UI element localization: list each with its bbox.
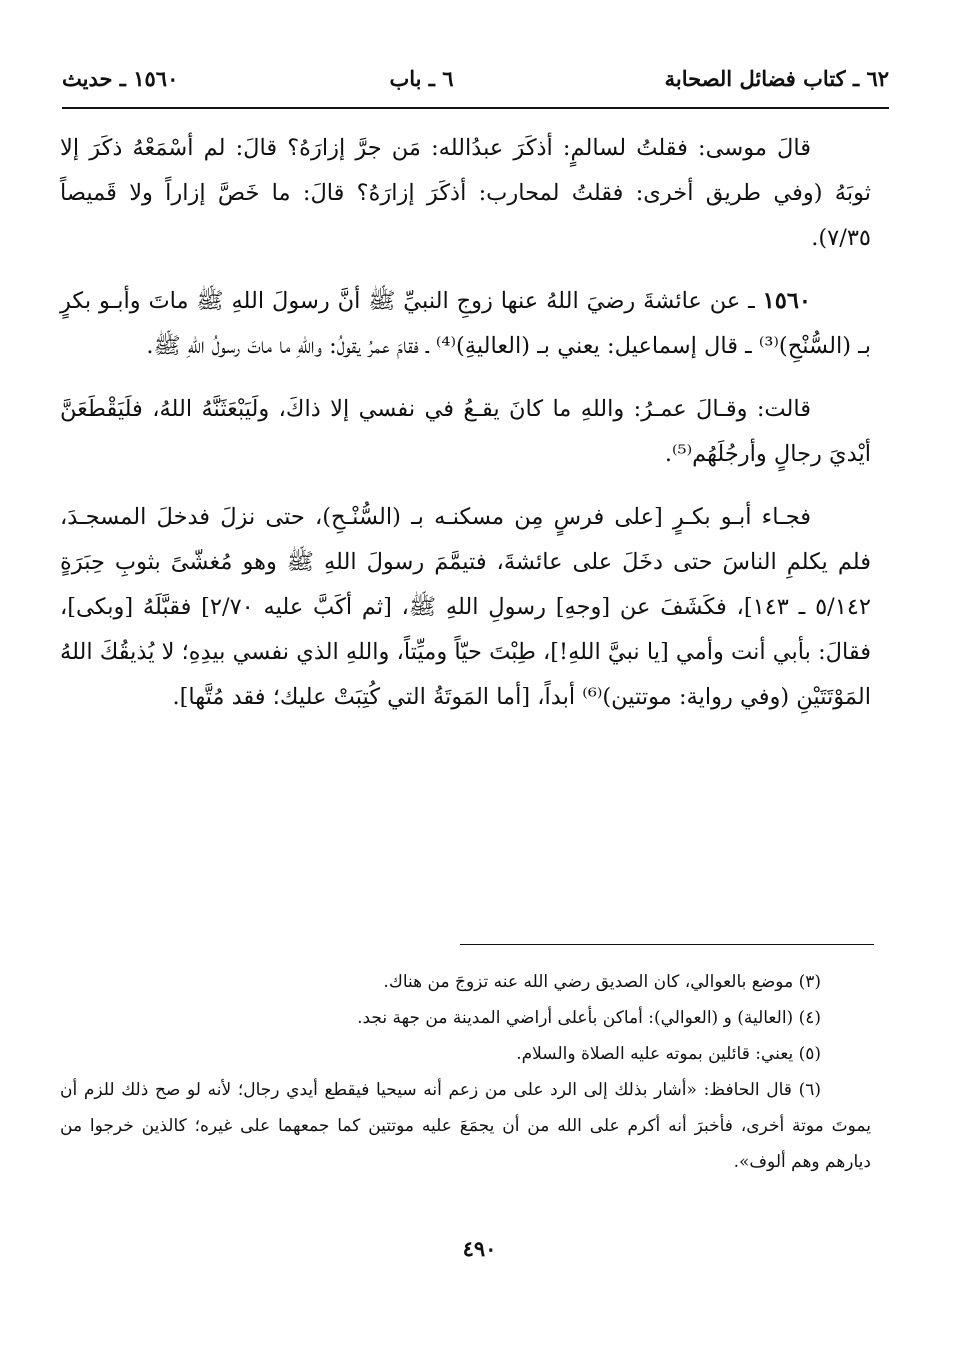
footnote-4: (٤) (العالية) و (العوالي): أماكن بأعلى أراضي المدينة من جهة نجد. [357, 1008, 821, 1028]
header-book-title: ٦٢ ـ كتاب فضائل الصحابة [664, 65, 889, 91]
hadith-text: ـ عن عائشةَ رضيَ اللهُ عنها زوجِ النبيِّ ﷺ أنَّ رسولَ اللهِ ﷺ ماتَ وأبـو بكرٍ بـ (السُّنْحِ)⁽³⁾ ـ قال إسماعيل: يعني بـ (العاليةِ)⁽⁴⁾ ـ فقامَ عمرُ يقولُ: واللهِ ما ماتَ رسولُ اللهِ ﷺ. [60, 288, 871, 359]
paragraph-umar: قالت: وقـالَ عمـرُ: واللهِ ما كانَ يقـعُ في نفسي إلا ذاكَ، ولَيَبْعَثَنَّهُ اللهُ، فلَيَقْطَعَنَّ أيْديَ رجالٍ وأرجُلَهُم⁽⁵⁾. [60, 396, 871, 467]
footnote-5: (٥) يعني: قائلين بموته عليه الصلاة والسلام. [516, 1044, 821, 1064]
paragraph-continuation: قالَ موسى: فقلتُ لسالمٍ: أذكَرَ عبدُالله: مَن جرَّ إزارَهُ؟ قالَ: لم أسْمَعْهُ ذكَرَ إلا ثوبَهُ (وفي طريق أخرى: فقلتُ لمحارب: أذكَرَ إزارَهُ؟ قالَ: ما خَصَّ إزاراً ولا قَميصاً ٧/٣٥). [60, 135, 871, 251]
footnotes [60, 964, 871, 1180]
paragraph-abu-bakr: فجـاء أبـو بكـرٍ [على فرسٍ مِن مسكنـه بـ (السُّنْـحِ)، حتى نزلَ فدخلَ المسجـدَ، فلم يكلمِ الناسَ حتى دخَلَ على عائشةَ، فتيمَّمَ رسولَ اللهِ ﷺ وهو مُغشّىً بثوبِ حِبَرَةٍ ٥/١٤٢ ـ ١٤٣]، فكَشَفَ عن [وجهِ] رسولِ اللهِ ﷺ، [ثم أكَبَّ عليه ٢/٧٠] فقبَّلَهُ [وبكى]، فقالَ: بأبي أنت وأمي [يا نبيَّ اللهِ!]، طِبْتَ حيّاً وميِّتاً، واللهِ الذي نفسي بيدِهِ؛ لا يُذيقُكَ اللهُ المَوْتَتَيْنِ (وفي رواية: موتتين)⁽⁶⁾ أبداً، [أما المَوتَةُ التي كُتِبَتْ عليك؛ فقد مُتَّها]. [60, 504, 871, 710]
header-chapter: ٦ ـ باب [389, 65, 454, 91]
hadith-number: ١٥٦٠ [762, 288, 811, 314]
header-hadith-number: ١٥٦٠ ـ حديث [62, 65, 179, 91]
main-text [60, 126, 871, 738]
running-header [62, 58, 889, 98]
footnote-6: (٦) قال الحافظ: «أشار بذلك إلى الرد على من زعم أنه سيحيا فيقطع أيدي رجال؛ لأنه لو صح ذلك للزم أن يموتَ موتة أخرى، فأخبرَ أنه أكرم على الله من أن يجمَعَ عليه موتتين كما جمعهما على غيره؛ كالذين خرجوا من ديارهم وهم ألوف». [60, 1080, 871, 1172]
footnote-3: (٣) موضع بالعوالي، كان الصديق رضي الله عنه تزوجَ من هناك. [383, 972, 821, 992]
page-number: ٤٩٠ [462, 1236, 497, 1261]
footnote-divider [460, 944, 874, 945]
header-divider [62, 107, 889, 109]
hadith-paragraph [60, 279, 871, 369]
